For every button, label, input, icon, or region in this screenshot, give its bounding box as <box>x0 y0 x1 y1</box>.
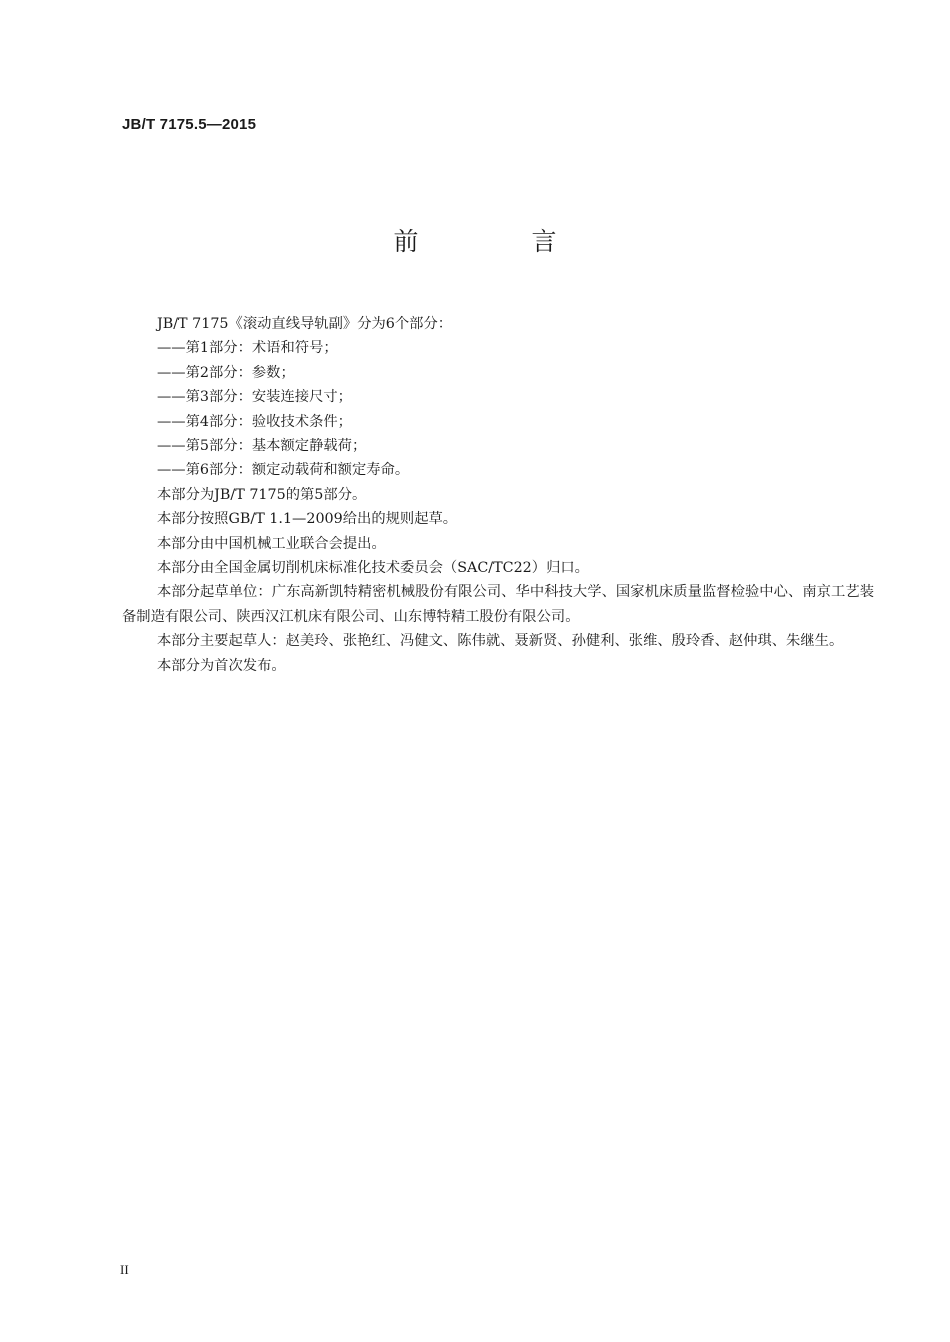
list-item-part-4: ——第4部分：验收技术条件； <box>157 413 352 430</box>
paragraph-drafting-rules: 本部分按照GB/T 1.1—2009给出的规则起草。 <box>157 511 458 528</box>
page-number: II <box>120 1262 129 1277</box>
standard-number: JB/T 7175.5—2015 <box>122 116 257 133</box>
paragraph-part-position: 本部分为JB/T 7175的第5部分。 <box>157 486 367 503</box>
list-item-part-6: ——第6部分：额定动载荷和额定寿命。 <box>157 462 410 479</box>
paragraph-parts-intro: JB/T 7175《滚动直线导轨副》分为6个部分： <box>157 316 453 332</box>
list-item-part-5: ——第5部分：基本额定静载荷； <box>157 438 367 455</box>
list-item-part-1: ——第1部分：术语和符号； <box>157 340 338 357</box>
paragraph-committee: 本部分由全国金属切削机床标准化技术委员会（SAC/TC22）归口。 <box>157 560 589 577</box>
paragraph-drafters: 本部分主要起草人：赵美玲、张艳红、冯健文、陈伟就、聂新贤、孙健利、张维、殷玲香、赵仲琪、朱继生。 <box>157 633 844 650</box>
paragraph-first-release: 本部分为首次发布。 <box>157 657 286 674</box>
paragraph-proposer: 本部分由中国机械工业联合会提出。 <box>157 535 386 552</box>
list-item-part-2: ——第2部分：参数； <box>157 364 295 381</box>
page-title: 前 言 <box>393 227 601 256</box>
foreword-body <box>122 312 874 678</box>
list-item-part-3: ——第3部分：安装连接尺寸； <box>157 389 352 406</box>
paragraph-drafting-units: 本部分起草单位：广东高新凯特精密机械股份有限公司、华中科技大学、国家机床质量监督检验中心、南京工艺装备制造有限公司、陕西汉江机床有限公司、山东博特精工股份有限公司。 <box>122 584 874 625</box>
